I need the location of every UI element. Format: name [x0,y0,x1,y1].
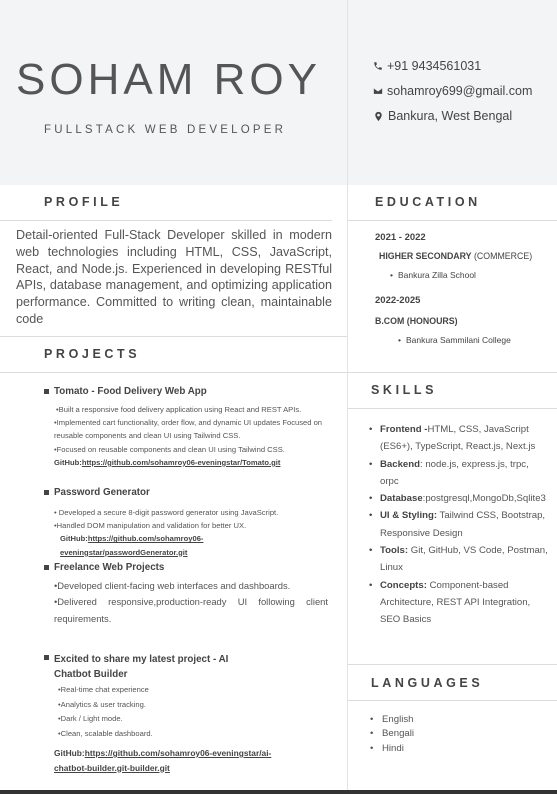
project-link-url[interactable]: eveningstar/passwordGenerator.git [60,547,188,557]
project-details [54,403,342,469]
language-item: • English [370,713,414,727]
education-school: • Bankura Sammilani College [398,335,511,345]
education-years: 2021 - 2022 [375,232,426,243]
education-school: • Bankura Zilla School [390,270,476,280]
contact-location [373,109,512,123]
divider [0,336,347,337]
project-bullet: •Implemented cart functionality, order flow, and dynamic UI updates Focused on reusable components and clean UI using Tailwind CSS. [54,418,323,441]
email-text: sohamroy699@gmail.com [387,84,533,98]
project-details [54,506,346,559]
phone-icon [373,61,383,71]
project-link[interactable] [54,746,344,775]
degree-name: HIGHER SECONDARY [379,251,472,261]
divider [348,220,557,221]
skill-item: • Tools: Git, GitHub, VS Code, Postman, Linux [369,542,549,577]
link-label: GitHub: [60,534,88,544]
project-bullet: •Dark / Light mode. [58,714,123,724]
project-title-text: Tomato - Food Delivery Web App [54,386,207,397]
divider [0,220,332,221]
project-title [44,652,228,682]
project-title-text [54,652,228,682]
skills-list [369,421,549,629]
project-link[interactable] [54,532,346,558]
square-bullet-icon [44,655,49,660]
project-bullet: •Handled DOM manipulation and validation for better UX. [54,521,247,531]
skill-item: • Backend: node.js, express.js, trpc, orpc [369,456,549,491]
language-item: • Bengali [370,727,414,741]
link-label: GitHub: [54,748,85,758]
project-link-url[interactable]: chatbot-builder.git-builder.git [54,762,170,773]
project-title-text: Password Generator [54,487,150,498]
project-link-url[interactable]: https://github.com/sohamroy06- [87,534,204,544]
project-bullet: •Focused on reusable components and clean UI using Tailwind CSS. [54,444,285,454]
square-bullet-icon [44,490,49,495]
project-link[interactable] [54,456,342,469]
project-title-line: Chatbot Builder [54,669,128,680]
project-details [54,578,328,627]
languages-heading: LANGUAGES [371,676,484,690]
project-link-url[interactable]: https://github.com/sohamroy06-eveningstar/ai- [84,748,272,758]
divider [0,372,347,373]
divider [348,700,557,701]
project-bullet: • Developed a secure 8-digit password generator using JavaScript. [54,508,279,517]
skill-item: • UI & Styling: Tailwind CSS, Bootstrap, Responsive Design [369,507,549,542]
link-label: GitHub: [54,457,82,467]
degree-suffix: (COMMERCE) [471,251,533,261]
project-bullet: •Analytics & user tracking. [58,699,146,709]
divider [348,372,557,373]
candidate-name: SOHAM ROY [16,55,321,104]
square-bullet-icon [44,389,49,394]
bottom-bar [0,790,557,794]
column-divider [347,0,348,790]
skills-heading: SKILLS [371,383,438,397]
contact-email[interactable] [373,84,532,98]
envelope-icon [373,86,383,96]
skill-item: • Frontend -HTML, CSS, JavaScript (ES6+), TypeScript, React.js, Next.js [369,421,549,456]
projects-heading: PROJECTS [44,347,141,361]
project-bullet: •Real-time chat experience [58,685,149,694]
education-degree [379,251,532,261]
project-bullet: •Clean, scalable dashboard. [58,728,153,738]
language-item: • Hindi [370,742,414,756]
project-details [54,683,344,741]
divider [348,408,557,409]
project-title-text: Freelance Web Projects [54,562,165,573]
project-bullet: •Delivered responsive,production-ready UI following client requirements. [54,596,328,624]
profile-heading: PROFILE [44,195,124,209]
project-title [44,386,207,397]
contact-phone[interactable] [373,59,481,73]
phone-text: +91 9434561031 [387,59,482,73]
education-degree: B.COM (HONOURS) [375,316,458,326]
project-bullet: •Built a responsive food delivery application using React and REST APIs. [56,405,302,414]
education-years: 2022-2025 [375,295,421,306]
project-title [44,562,164,573]
divider [348,664,557,665]
education-heading: EDUCATION [375,195,481,209]
project-bullet: •Developed client-facing web interfaces and dashboards. [54,580,291,591]
candidate-role: FULLSTACK WEB DEVELOPER [44,124,287,136]
location-text: Bankura, West Bengal [388,109,513,123]
project-link-url[interactable]: https://github.com/sohamroy06-eveningstar/Tomato.git [81,457,281,467]
square-bullet-icon [44,565,49,570]
project-title [44,487,150,498]
project-title-line: Excited to share my latest project - AI [54,654,229,665]
skill-item: • Concepts: Component-based Architecture, REST API Integration, SEO Basics [369,577,549,629]
languages-list [370,713,414,756]
profile-text: Detail-oriented Full-Stack Developer skilled in modern web technologies including HTML, CSS, JavaScript, React, and Node.js. Experienced in developing RESTful APIs, database management, and optimizing application performance. Committed to writing clean, maintainable code [16,228,332,326]
skill-item: • Database:postgresql,MongoDb,Sqlite3 [369,490,549,507]
map-pin-icon [373,110,384,123]
